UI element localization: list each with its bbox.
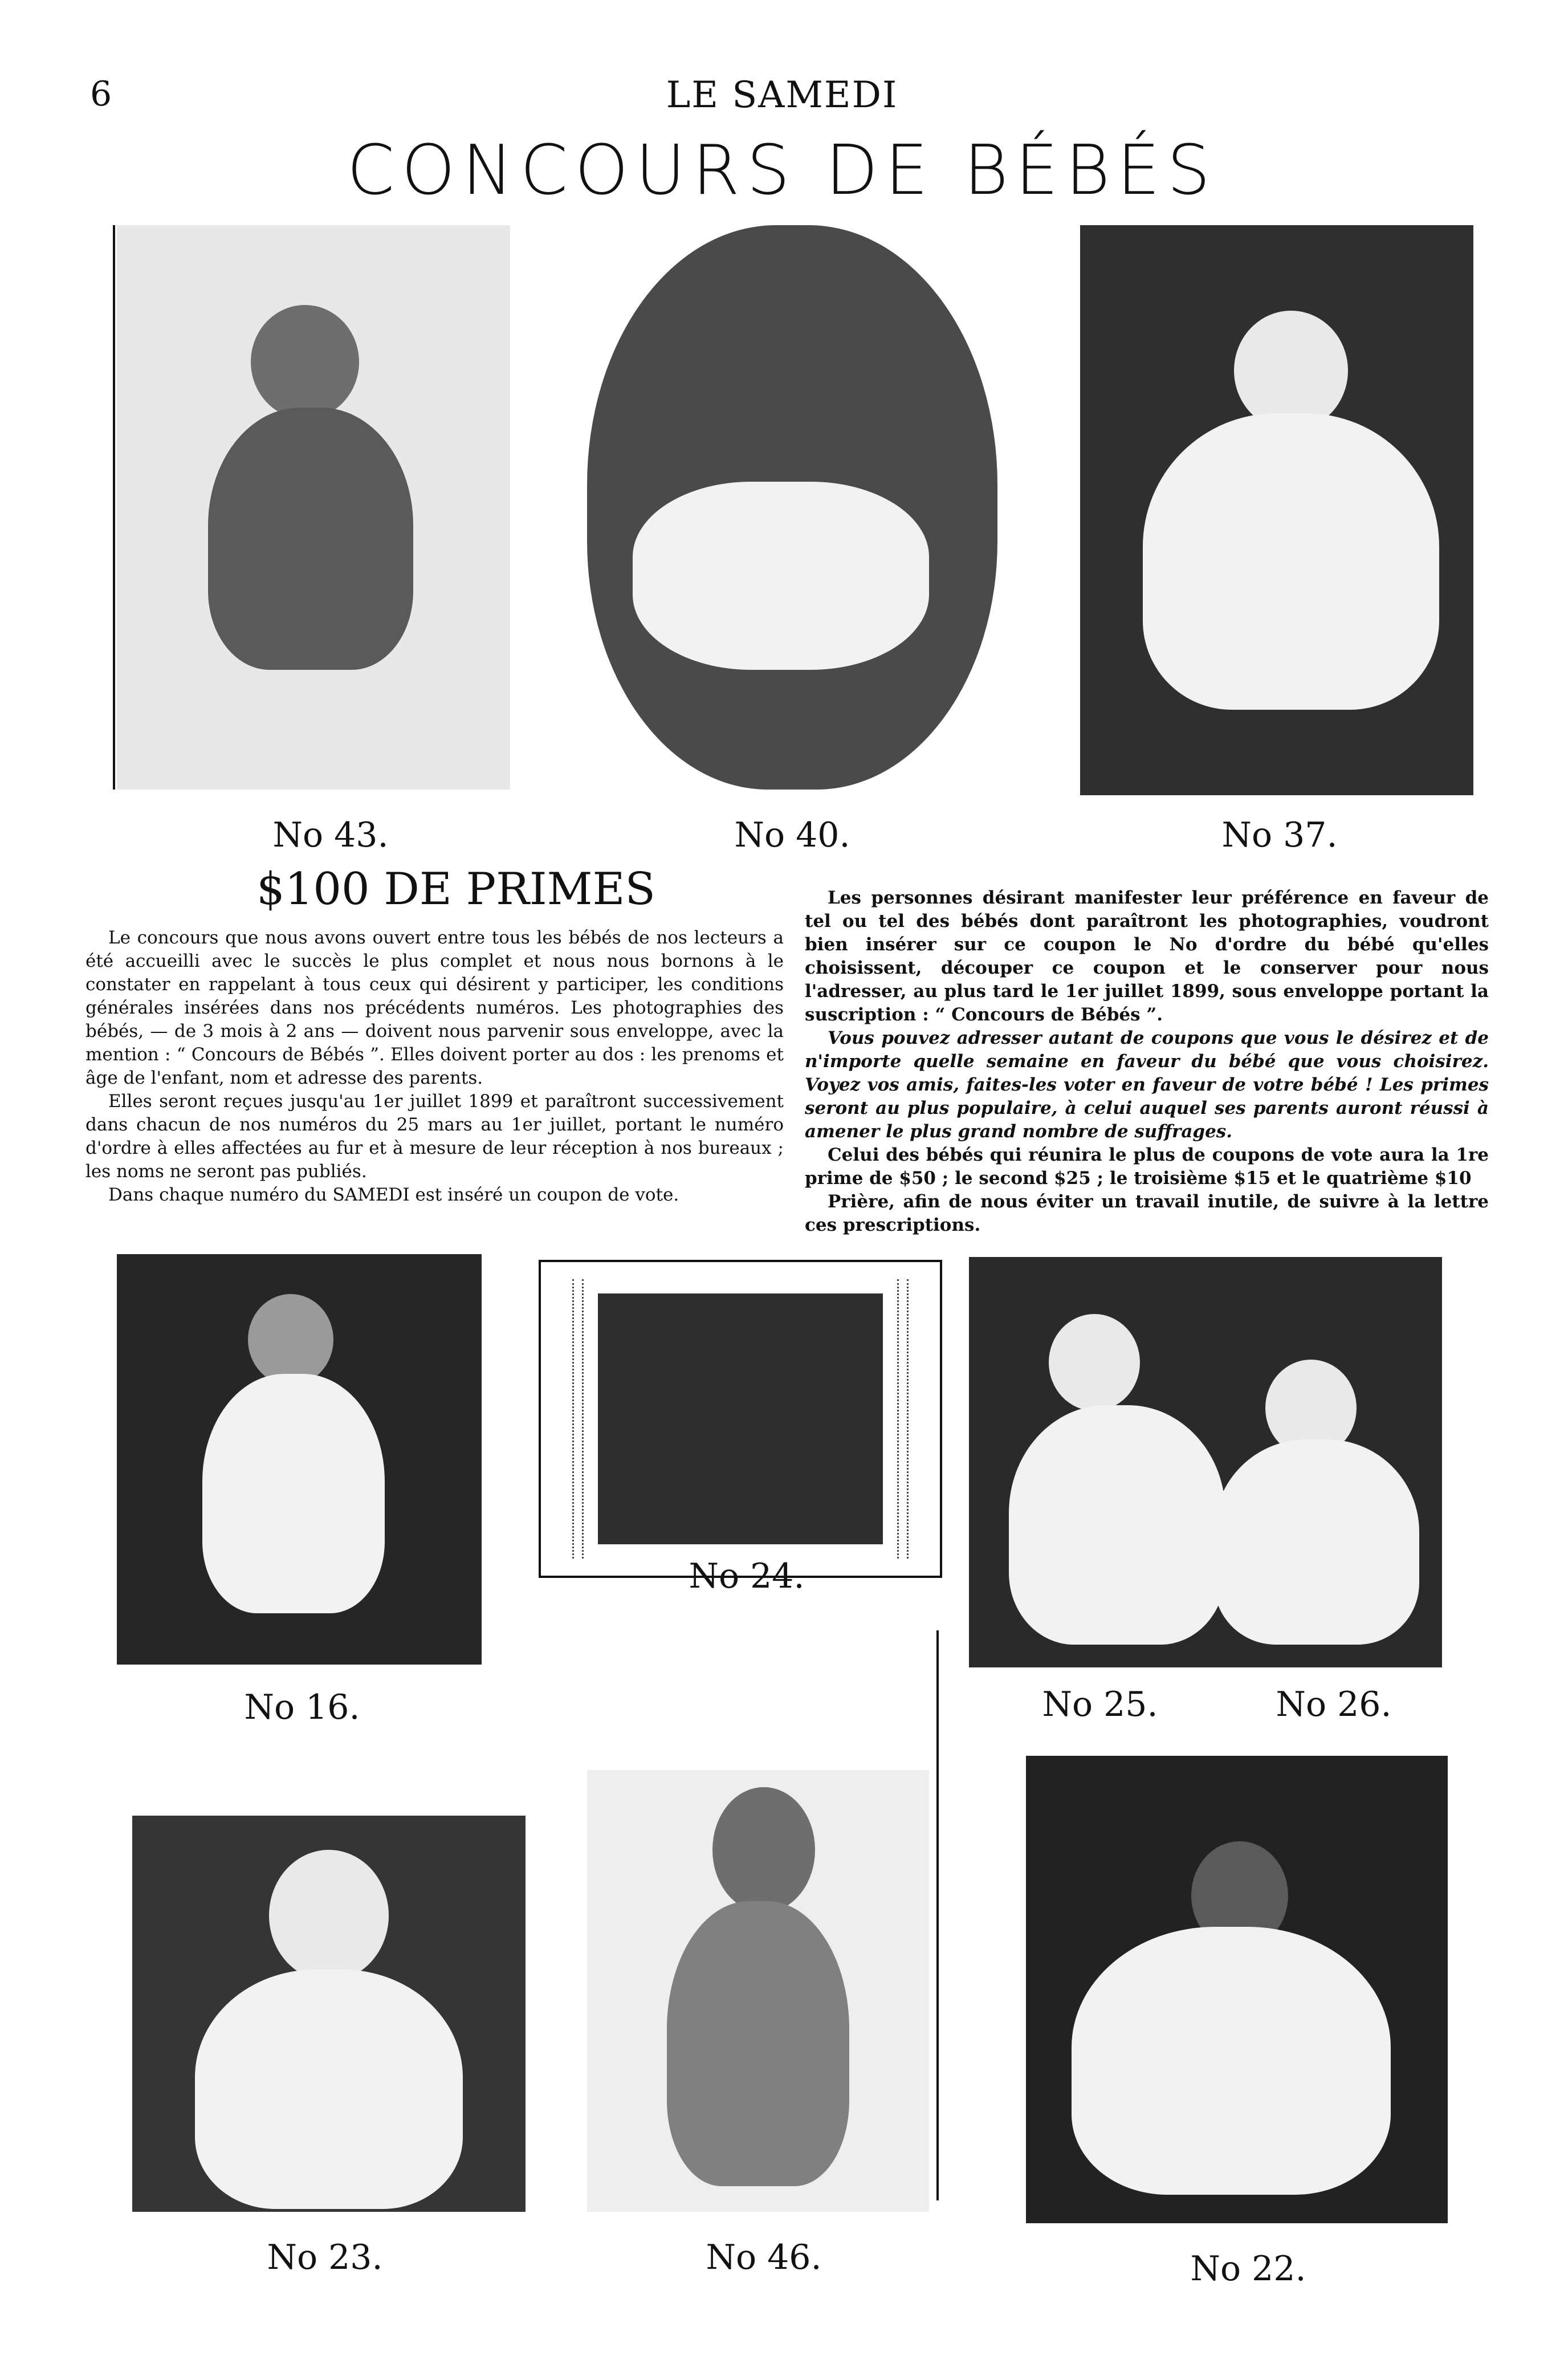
baby-photo-25-26: [969, 1257, 1442, 1667]
photo-figure: [1009, 1405, 1225, 1645]
article-paragraph: Le concours que nous avons ouvert entre tous les bébés de nos lecteurs a été accueilli avec le succès le plus complet et nous nous bornons à le constater en rappelant à tous ceux qui désirent y participer, les conditions générales insérées dans nos précédents numéros. Les photographies des bébés, — de 3 mois à 2 ans — doivent nous parvenir sous enveloppe, avec la mention : “ Concours de Bébés ”. Elles doivent porter au dos : les prenoms et âge de l'enfant, nom et adresse des parents.: [85, 927, 784, 1088]
frame-ornament: [897, 1279, 909, 1559]
photo-caption-43: No 43.: [272, 815, 389, 855]
photo-figure: [667, 1901, 849, 2186]
photo-border-line: [113, 225, 115, 790]
baby-photo-46: [587, 1770, 929, 2212]
photo-image: [598, 1293, 883, 1544]
photo-caption-24: No 24.: [689, 1556, 805, 1596]
photo-figure: [1143, 413, 1439, 710]
article-paragraph: Dans chaque numéro du SAMEDI est inséré un coupon de vote.: [108, 1185, 679, 1205]
photo-caption-25: No 25.: [1042, 1685, 1158, 1724]
baby-photo-40: [587, 225, 997, 790]
photo-caption-37: No 37.: [1221, 815, 1338, 855]
photo-figure: [1049, 1314, 1140, 1411]
article-paragraph: Prière, afin de nous éviter un travail inutile, de suivre à la lettre ces prescriptions.: [805, 1191, 1489, 1235]
baby-photo-37: [1080, 225, 1473, 795]
photo-figure: [202, 1374, 385, 1613]
photo-figure: [1072, 1927, 1391, 2195]
article-left-column: [85, 926, 784, 1207]
photo-figure: [208, 408, 413, 670]
baby-photo-23: [132, 1816, 526, 2212]
photo-caption-22: No 22.: [1190, 2249, 1306, 2289]
photo-caption-16: No 16.: [244, 1687, 360, 1727]
article-paragraph-italic: Vous pouvez adresser autant de coupons que vous le désirez et de n'importe quelle semaine en faveur du bébé que vous choisirez. Voyez vos amis, faites-les voter en faveur de votre bébé ! Les primes seront au plus populaire, à celui auquel ses parents auront réussi à amener le plus grand nombre de suffrages.: [805, 1028, 1489, 1142]
photo-caption-23: No 23.: [267, 2237, 383, 2277]
article-heading: $100 DE PRIMES: [256, 864, 655, 915]
photo-figure: [633, 482, 929, 670]
baby-photo-22: [1026, 1756, 1448, 2223]
column-rule: [936, 1630, 939, 2200]
page-number: 6: [90, 74, 112, 114]
photo-figure: [1214, 1439, 1419, 1645]
photo-caption-40: No 40.: [734, 815, 850, 855]
photo-figure: [269, 1850, 389, 1981]
running-head: LE SAMEDI: [666, 74, 898, 116]
page-title: CONCOURS DE BÉBÉS: [347, 131, 1217, 210]
baby-photo-24: [539, 1260, 942, 1578]
photo-figure: [195, 1970, 463, 2209]
photo-figure: [248, 1294, 333, 1385]
photo-figure: [712, 1787, 815, 1913]
article-paragraph: Les personnes désirant manifester leur préférence en faveur de tel ou tel des bébés dont paraîtront les photographies, voudront bien insérer sur ce coupon le No d'ordre du bébé qu'elles choisissent, découper ce coupon et le conserver pour nous l'adresser, au plus tard le 1er juillet 1899, sous enveloppe portant la suscription : “ Concours de Bébés ”.: [805, 888, 1489, 1025]
photo-caption-46: No 46.: [706, 2237, 822, 2277]
baby-photo-16: [117, 1254, 482, 1665]
article-paragraph: Celui des bébés qui réunira le plus de coupons de vote aura la 1re prime de $50 ; le second $25 ; le troisième $15 et le quatrième $10: [805, 1145, 1489, 1189]
article-right-column: [805, 886, 1489, 1237]
baby-photo-43: [117, 225, 510, 790]
article-paragraph: Elles seront reçues jusqu'au 1er juillet 1899 et paraîtront successivement dans chacun de nos numéros du 25 mars au 1er juillet, portant le numéro d'ordre à elles affectées au fur et à mesure de leur réception à nos bureaux ; les noms ne seront pas publiés.: [85, 1091, 784, 1182]
photo-figure: [251, 305, 359, 419]
frame-ornament: [572, 1279, 584, 1559]
photo-figure: [1234, 311, 1348, 430]
photo-caption-26: No 26.: [1276, 1685, 1392, 1724]
